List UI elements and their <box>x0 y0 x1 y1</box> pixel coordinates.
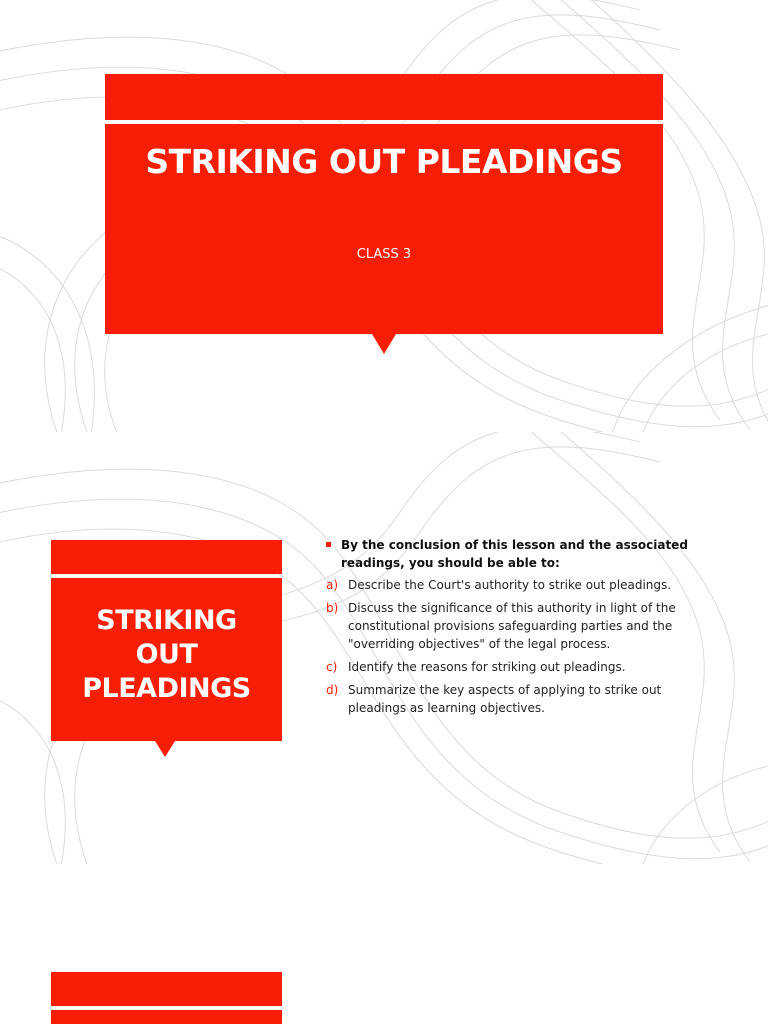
title-box <box>105 124 663 334</box>
objective-item <box>326 658 746 676</box>
objective-text: Discuss the significance of this authority in light of the <box>348 601 676 615</box>
section-title-line: OUT <box>135 639 198 670</box>
slide-subtitle: CLASS 3 <box>356 247 412 262</box>
objective-marker: a) <box>326 578 339 592</box>
objective-item <box>326 599 746 653</box>
objective-text: constitutional provisions safeguarding parties and the <box>348 619 673 633</box>
title-accent-strip <box>105 74 663 120</box>
objective-text: "overriding objectives" of the legal process. <box>348 637 611 651</box>
slide-title: STRIKING OUT PLEADINGS <box>145 142 623 181</box>
objectives-intro-line: By the conclusion of this lesson and the associated <box>341 538 688 552</box>
objectives-intro <box>326 536 746 572</box>
slide-3 <box>0 864 768 1024</box>
objective-marker: c) <box>326 660 338 674</box>
objective-text: pleadings as learning objectives. <box>348 701 545 715</box>
objectives-intro-line: readings, you should be able to: <box>341 556 560 570</box>
title-pointer <box>372 334 396 354</box>
objective-text: Describe the Court's authority to strike out pleadings. <box>348 578 672 592</box>
objective-text: Summarize the key aspects of applying to strike out <box>348 683 662 697</box>
objective-item <box>326 681 746 717</box>
objective-marker: d) <box>326 683 339 697</box>
square-bullet-icon <box>326 542 331 547</box>
slide-2 <box>0 432 768 864</box>
section-accent-strip <box>51 540 282 574</box>
section-pointer <box>155 741 175 757</box>
objective-marker: b) <box>326 601 339 615</box>
objective-text: Identify the reasons for striking out pleadings. <box>348 660 626 674</box>
section-title-line: STRIKING <box>96 605 237 636</box>
section-title-line: PLEADINGS <box>82 673 251 704</box>
section-title-box <box>51 578 282 741</box>
slide-1 <box>0 0 768 432</box>
section-title <box>51 604 282 706</box>
learning-objectives <box>326 536 746 722</box>
section-title-box <box>51 1010 282 1024</box>
section-accent-strip <box>51 972 282 1006</box>
objective-item <box>326 576 746 594</box>
